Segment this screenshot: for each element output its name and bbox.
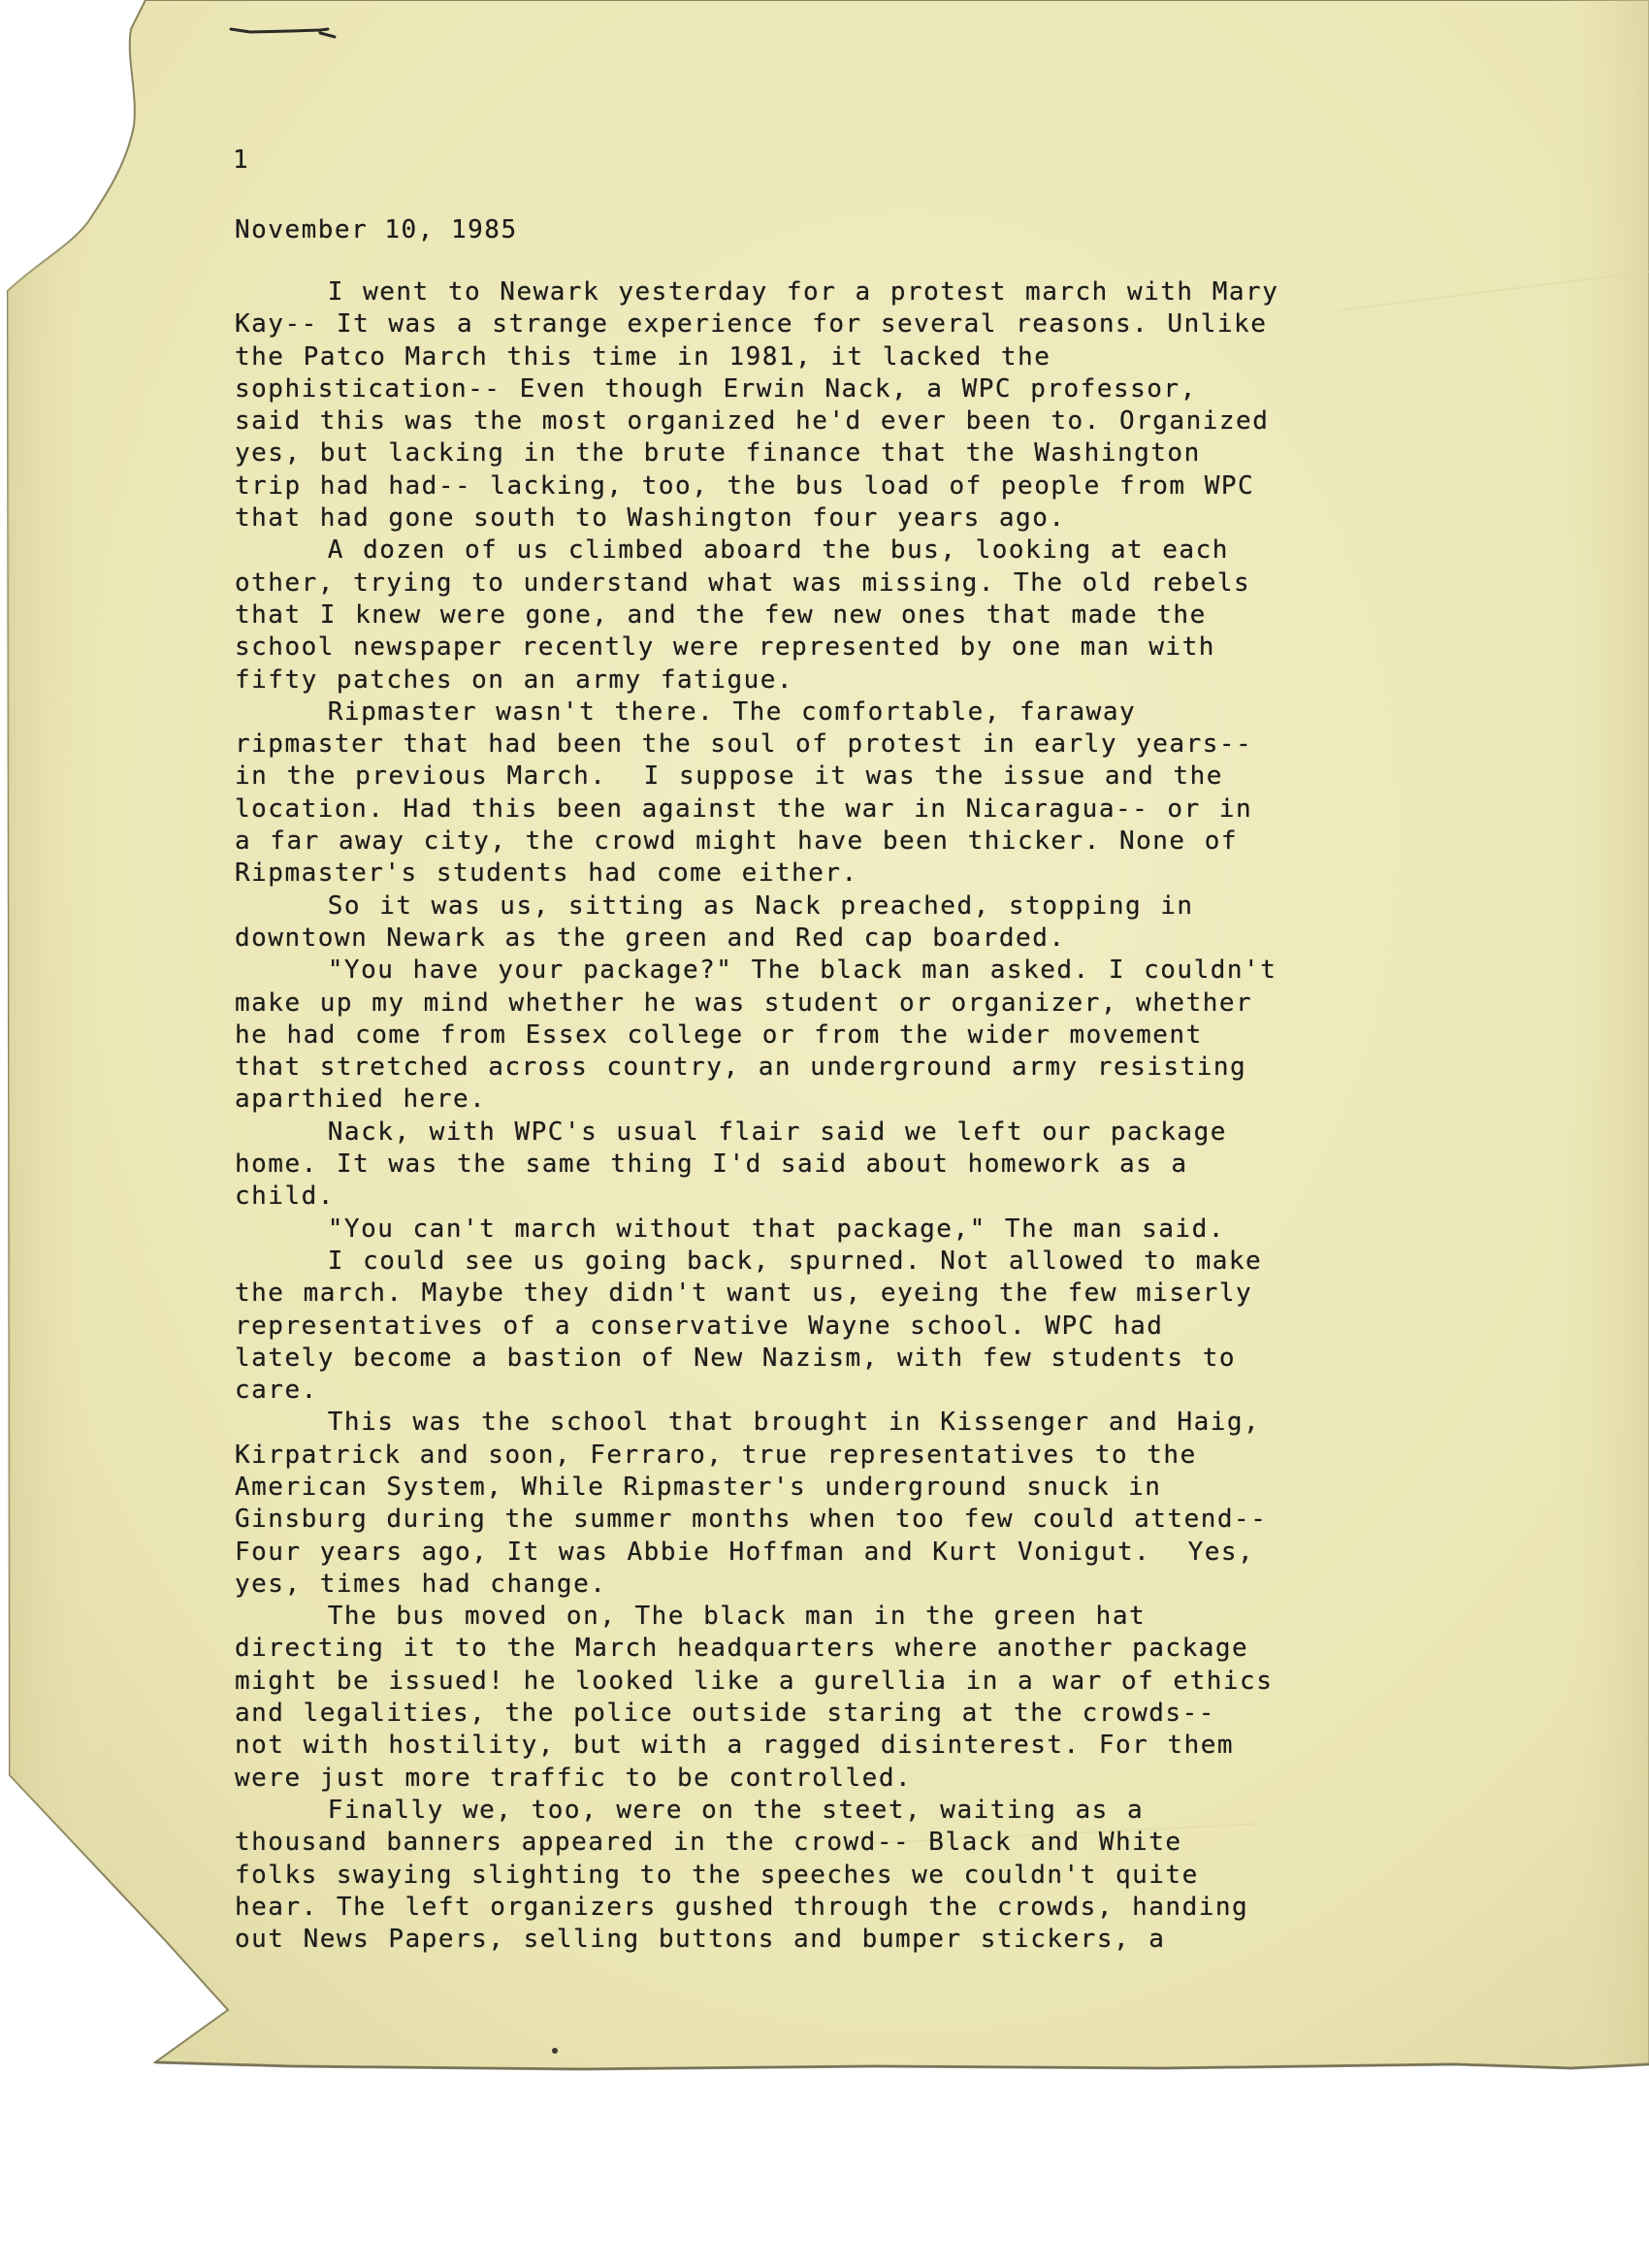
text-line: directing it to the March headquarters where another package: [235, 1634, 1249, 1664]
text-line: the march. Maybe they didn't want us, eyeing the few miserly: [235, 1279, 1253, 1309]
text-line: were just more traffic to be controlled.: [235, 1763, 913, 1793]
text-line: Nack, with WPC's usual flair said we left our package: [235, 1117, 1227, 1147]
text-line: care.: [235, 1376, 318, 1406]
text-line: hear. The left organizers gushed through the crowds, handing: [235, 1892, 1249, 1922]
text-line: So it was us, sitting as Nack preached, stopping in: [235, 891, 1194, 921]
text-line: sophistication-- Even though Erwin Nack, a WPC professor,: [235, 373, 1197, 404]
text-line: out News Papers, selling buttons and bumper stickers, a: [235, 1925, 1166, 1955]
text-line: might be issued! he looked like a gurellia in a war of ethics: [235, 1666, 1274, 1696]
text-line: a far away city, the crowd might have been thicker. None of: [235, 826, 1239, 857]
text-line: yes, times had change.: [235, 1569, 607, 1599]
text-line: home. It was the same thing I'd said about homework as a: [235, 1150, 1188, 1180]
text-line: in the previous March. I suppose it was the issue and the: [235, 761, 1223, 792]
text-line: Ripmaster's students had come either.: [235, 859, 858, 889]
text-line: other, trying to understand what was missing. The old rebels: [235, 567, 1251, 598]
text-line: yes, but lacking in the brute finance that the Washington: [235, 438, 1201, 469]
text-line: he had come from Essex college or from the wider movement: [235, 1020, 1203, 1050]
text-line: and legalities, the police outside staring at the crowds--: [235, 1699, 1215, 1729]
text-line: I went to Newark yesterday for a protest march with Mary: [235, 277, 1279, 307]
text-line: Four years ago, It was Abbie Hoffman and Kurt Vonigut. Yes,: [235, 1537, 1255, 1567]
text-line: school newspaper recently were represented by one man with: [235, 632, 1215, 663]
text-line: Ginsburg during the summer months when too few could attend--: [235, 1505, 1268, 1535]
text-line: representatives of a conservative Wayne school. WPC had: [235, 1311, 1164, 1341]
text-line: trip had had-- lacking, too, the bus load of people from WPC: [235, 470, 1255, 501]
text-line: that had gone south to Washington four years ago.: [235, 503, 1066, 534]
body-text: [235, 276, 1438, 1956]
text-line: Ripmaster wasn't there. The comfortable, faraway: [235, 697, 1137, 727]
text-line: This was the school that brought in Kissenger and Haig,: [235, 1408, 1261, 1438]
text-line: downtown Newark as the green and Red cap boarded.: [235, 923, 1066, 953]
text-line: that I knew were gone, and the few new ones that made the: [235, 599, 1207, 630]
text-line: Kay-- It was a strange experience for several reasons. Unlike: [235, 309, 1268, 340]
text-line: Kirpatrick and soon, Ferraro, true representatives to the: [235, 1440, 1197, 1470]
text-line: that stretched across country, an underground army resisting: [235, 1053, 1247, 1083]
text-line: "You have your package?" The black man asked. I couldn't: [235, 956, 1277, 986]
text-line: location. Had this been against the war in Nicaragua-- or in: [235, 794, 1253, 824]
dust-speck: [552, 2048, 558, 2054]
page-number: 1: [233, 146, 250, 175]
letter-date: November 10, 1985: [235, 215, 518, 244]
text-line: the Patco March this time in 1981, it lacked the: [235, 341, 1051, 372]
text-line: A dozen of us climbed aboard the bus, looking at each: [235, 535, 1229, 566]
text-line: I could see us going back, spurned. Not allowed to make: [235, 1246, 1263, 1276]
text-line: folks swaying slighting to the speeches we couldn't quite: [235, 1860, 1199, 1890]
text-line: The bus moved on, The black man in the green hat: [235, 1602, 1147, 1632]
text-line: said this was the most organized he'd ever been to. Organized: [235, 406, 1270, 437]
text-line: ripmaster that had been the soul of protest in early years--: [235, 729, 1253, 760]
text-line: aparthied here.: [235, 1085, 487, 1115]
text-line: "You can't march without that package," The man said.: [235, 1214, 1225, 1244]
text-line: make up my mind whether he was student or organizer, whether: [235, 988, 1253, 1018]
text-line: child.: [235, 1182, 335, 1212]
text-line: fifty patches on an army fatigue.: [235, 664, 794, 695]
text-line: not with hostility, but with a ragged disinterest. For them: [235, 1731, 1235, 1761]
text-line: American System, While Ripmaster's underground snuck in: [235, 1472, 1162, 1502]
text-line: lately become a bastion of New Nazism, with few students to: [235, 1343, 1237, 1373]
text-line: Finally we, too, were on the steet, waiting as a: [235, 1795, 1145, 1825]
text-line: thousand banners appeared in the crowd-- Black and White: [235, 1828, 1182, 1858]
